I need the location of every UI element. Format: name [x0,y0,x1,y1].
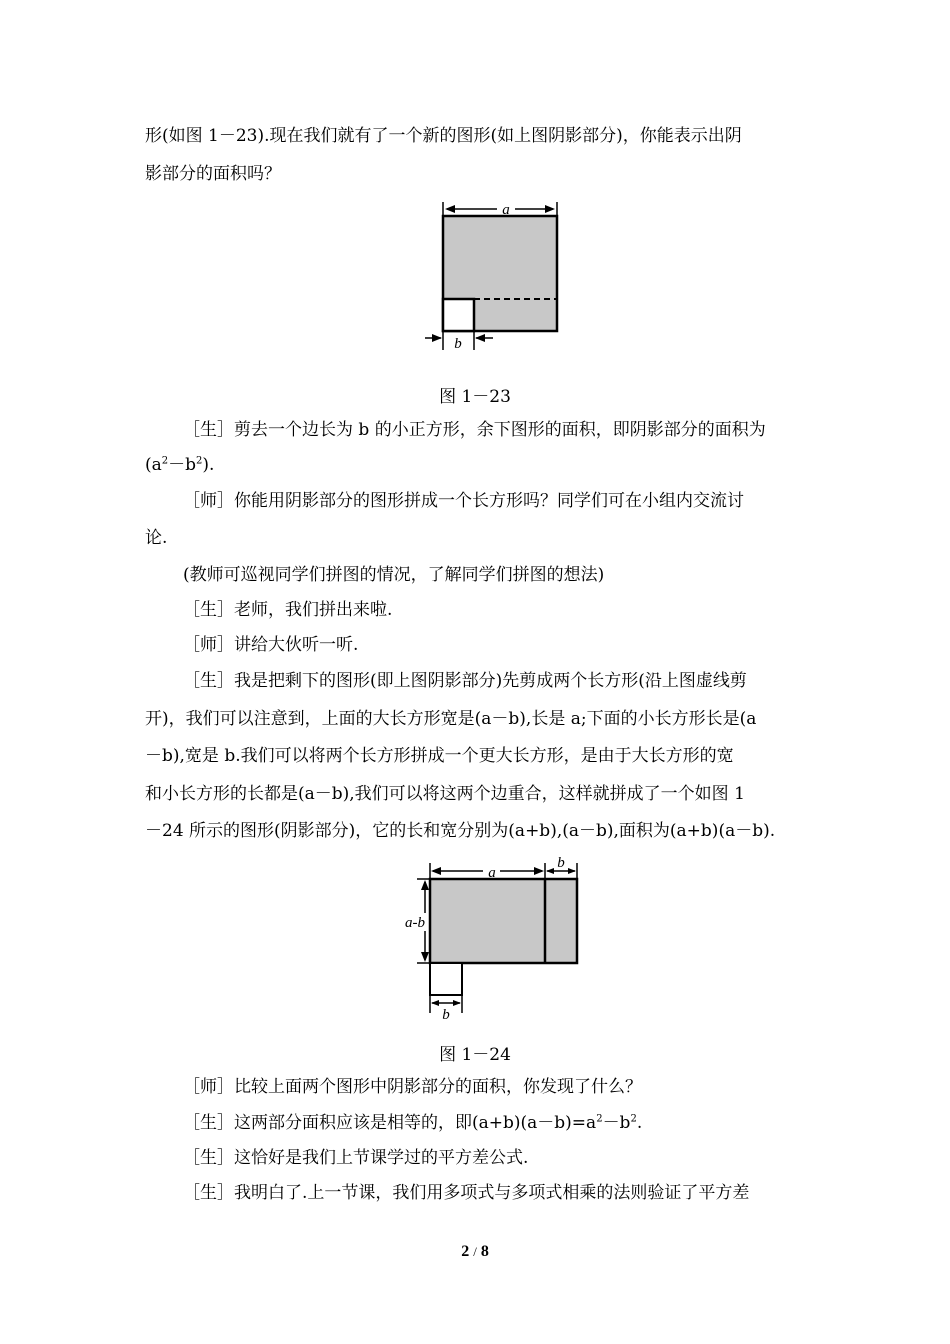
label-b-bottom: b [442,1007,450,1023]
text-line: $(a^2-b^2)$. [145,455,215,475]
label-b-top: b [557,855,565,871]
cut-square [443,299,474,331]
text-line: 形(如图 1－23).现在我们就有了一个新的图形(如上图阴影部分)，你能表示出阴 [145,126,742,146]
text-line: ［生］我明白了.上一节课，我们用多项式与多项式相乘的法则验证了平方差 [183,1183,750,1203]
label-b: b [454,336,462,352]
removed-square [430,963,462,995]
text-line: －24 所示的图形(阴影部分)，它的长和宽分别为(a+b),(a－b),面积为(a+b)(a－b). [145,821,776,841]
text-line: ［生］剪去一个边长为 b 的小正方形，余下图形的面积，即阴影部分的面积为 [183,420,766,440]
text-line: 论. [145,528,168,548]
text-line: ［生］这两部分面积应该是相等的，即$(a+b)(a-b)=a^2-b^2$. [183,1113,643,1133]
text-line: 影部分的面积吗？ [145,164,281,184]
figure-1-23 [415,198,585,353]
page-separator: / [473,1244,477,1259]
text-line: －b),宽是 b.我们可以将两个长方形拼成一个更大长方形，是由于大长方形的宽 [145,746,734,766]
label-a: a [488,865,496,881]
figure-caption: 图 1－24 [439,1045,511,1065]
label-a-minus-b: a-b [405,915,425,931]
label-a: a [502,202,510,218]
figure-caption: 图 1－23 [439,387,511,407]
text-line: ［师］你能用阴影部分的图形拼成一个长方形吗？同学们可在小组内交流讨 [183,491,744,511]
page-number [0,1243,950,1261]
text-line: ［生］老师，我们拼出来啦. [183,600,393,620]
page-total: 8 [480,1243,489,1260]
text-line: ［生］这恰好是我们上节课学过的平方差公式. [183,1148,529,1168]
text-line: ［师］讲给大伙听一听. [183,635,359,655]
page-current: 2 [461,1243,470,1260]
figure-1-24 [395,853,595,1023]
combined-rectangle [430,879,577,963]
text-line: (教师可巡视同学们拼图的情况，了解同学们拼图的想法) [183,565,605,585]
text-line: 和小长方形的长都是(a－b),我们可以将这两个边重合，这样就拼成了一个如图 1 [145,784,745,804]
text-line: ［师］比较上面两个图形中阴影部分的面积，你发现了什么？ [183,1077,642,1097]
text-line: ［生］我是把剩下的图形(即上图阴影部分)先剪成两个长方形(沿上图虚线剪 [183,671,747,691]
text-line: 开)，我们可以注意到，上面的大长方形宽是(a－b),长是 a;下面的小长方形长是(a [145,709,757,729]
